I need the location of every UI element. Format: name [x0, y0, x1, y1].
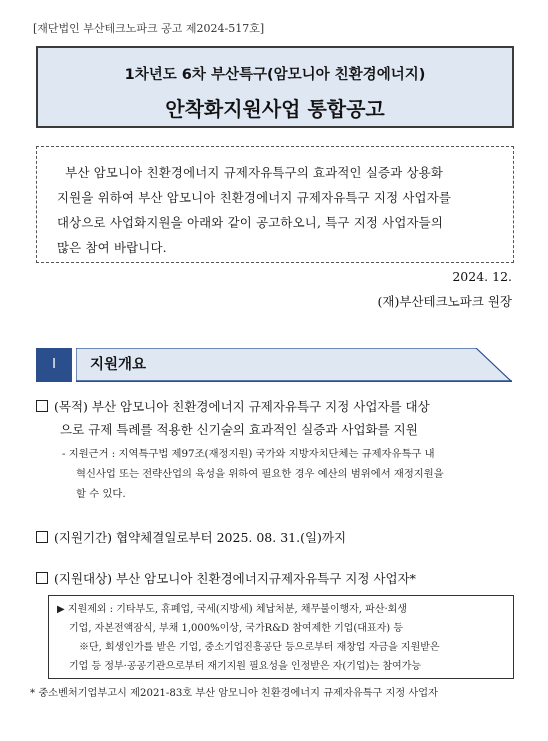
basis-line3: 할 수 있다.: [76, 488, 126, 500]
checkbox-square-icon: [36, 572, 48, 584]
intro-line: 지원을 위하여 부산 암모니아 친환경에너지 규제자유특구 지정 사업자를: [57, 190, 452, 205]
target-item: [36, 568, 416, 590]
announcement-date: 2024. 12.: [452, 269, 512, 284]
basis-line1: - 지원근거 : 지역특구법 제97조(재정지원) 국가와 지방자치단체는 규제자유특구 내: [62, 448, 435, 460]
basis-note: [62, 444, 512, 504]
footnote: * 중소벤처기업부고시 제2021-83호 부산 암모니아 친환경에너지 규제자유특구 지정 사업자: [30, 688, 438, 699]
section-title-banner: [76, 348, 512, 382]
basis-line2: 혁신사업 또는 전략산업의 육성을 위하여 필요한 경우 예산의 범위에서 재정지원을: [76, 468, 444, 480]
target-text: (지원대상) 부산 암모니아 친환경에너지규제자유특구 지정 사업자*: [54, 571, 416, 586]
intro-line: 대상으로 사업화지원을 아래와 같이 공고하오니, 특구 지정 사업자들의: [57, 215, 444, 230]
intro-line: 많은 참여 바랍니다.: [57, 240, 167, 255]
title-line1: 1차년도 6차 부산특구(암모니아 친환경에너지): [124, 67, 426, 83]
exclusion-box: [48, 595, 514, 679]
title-box: [36, 46, 514, 128]
notice-number: [재단법인 부산테크노파크 공고 제2024-517호]: [33, 22, 265, 35]
period-text: (지원기간) 협약체결일로부터 2025. 08. 31.(일)까지: [54, 530, 347, 545]
title-line2: 안착화지원사업 통합공고: [165, 97, 385, 121]
checkbox-square-icon: [36, 400, 48, 412]
section-number: Ⅰ: [36, 348, 72, 382]
purpose-line2: 으로 규제 특례를 적용한 신기술의 효과적인 실증과 사업화를 지원: [60, 422, 418, 437]
exclusion-line3: ※단, 회생인가를 받은 기업, 중소기업진흥공단 등으로부터 재창업 자금을 지원받은: [79, 642, 440, 653]
signer: (재)부산테크노파크 원장: [377, 294, 512, 309]
checkbox-square-icon: [36, 531, 48, 543]
intro-line: 부산 암모니아 친환경에너지 규제자유특구의 효과적인 실증과 상용화: [57, 165, 444, 180]
period-item: [36, 527, 346, 549]
exclusion-line2: 기업, 자본전액잠식, 부채 1,000%이상, 국가R&D 참여제한 기업(대표자) 등: [69, 623, 404, 634]
purpose-item: [36, 396, 430, 418]
purpose-line1: (목적) 부산 암모니아 친환경에너지 규제자유특구 지정 사업자를 대상: [54, 399, 430, 414]
exclusion-line1: ▶ 지원제외 : 기타부도, 휴폐업, 국세(지방세) 체납처분, 채무불이행자, 파산·회생: [57, 604, 407, 615]
intro-box: [36, 146, 514, 263]
exclusion-line4: 기업 등 정부·공공기관으로부터 재기지원 필요성을 인정받은 자(기업)는 참여가능: [69, 661, 422, 672]
section-header: [36, 348, 514, 382]
section-title: 지원개요: [90, 357, 147, 373]
